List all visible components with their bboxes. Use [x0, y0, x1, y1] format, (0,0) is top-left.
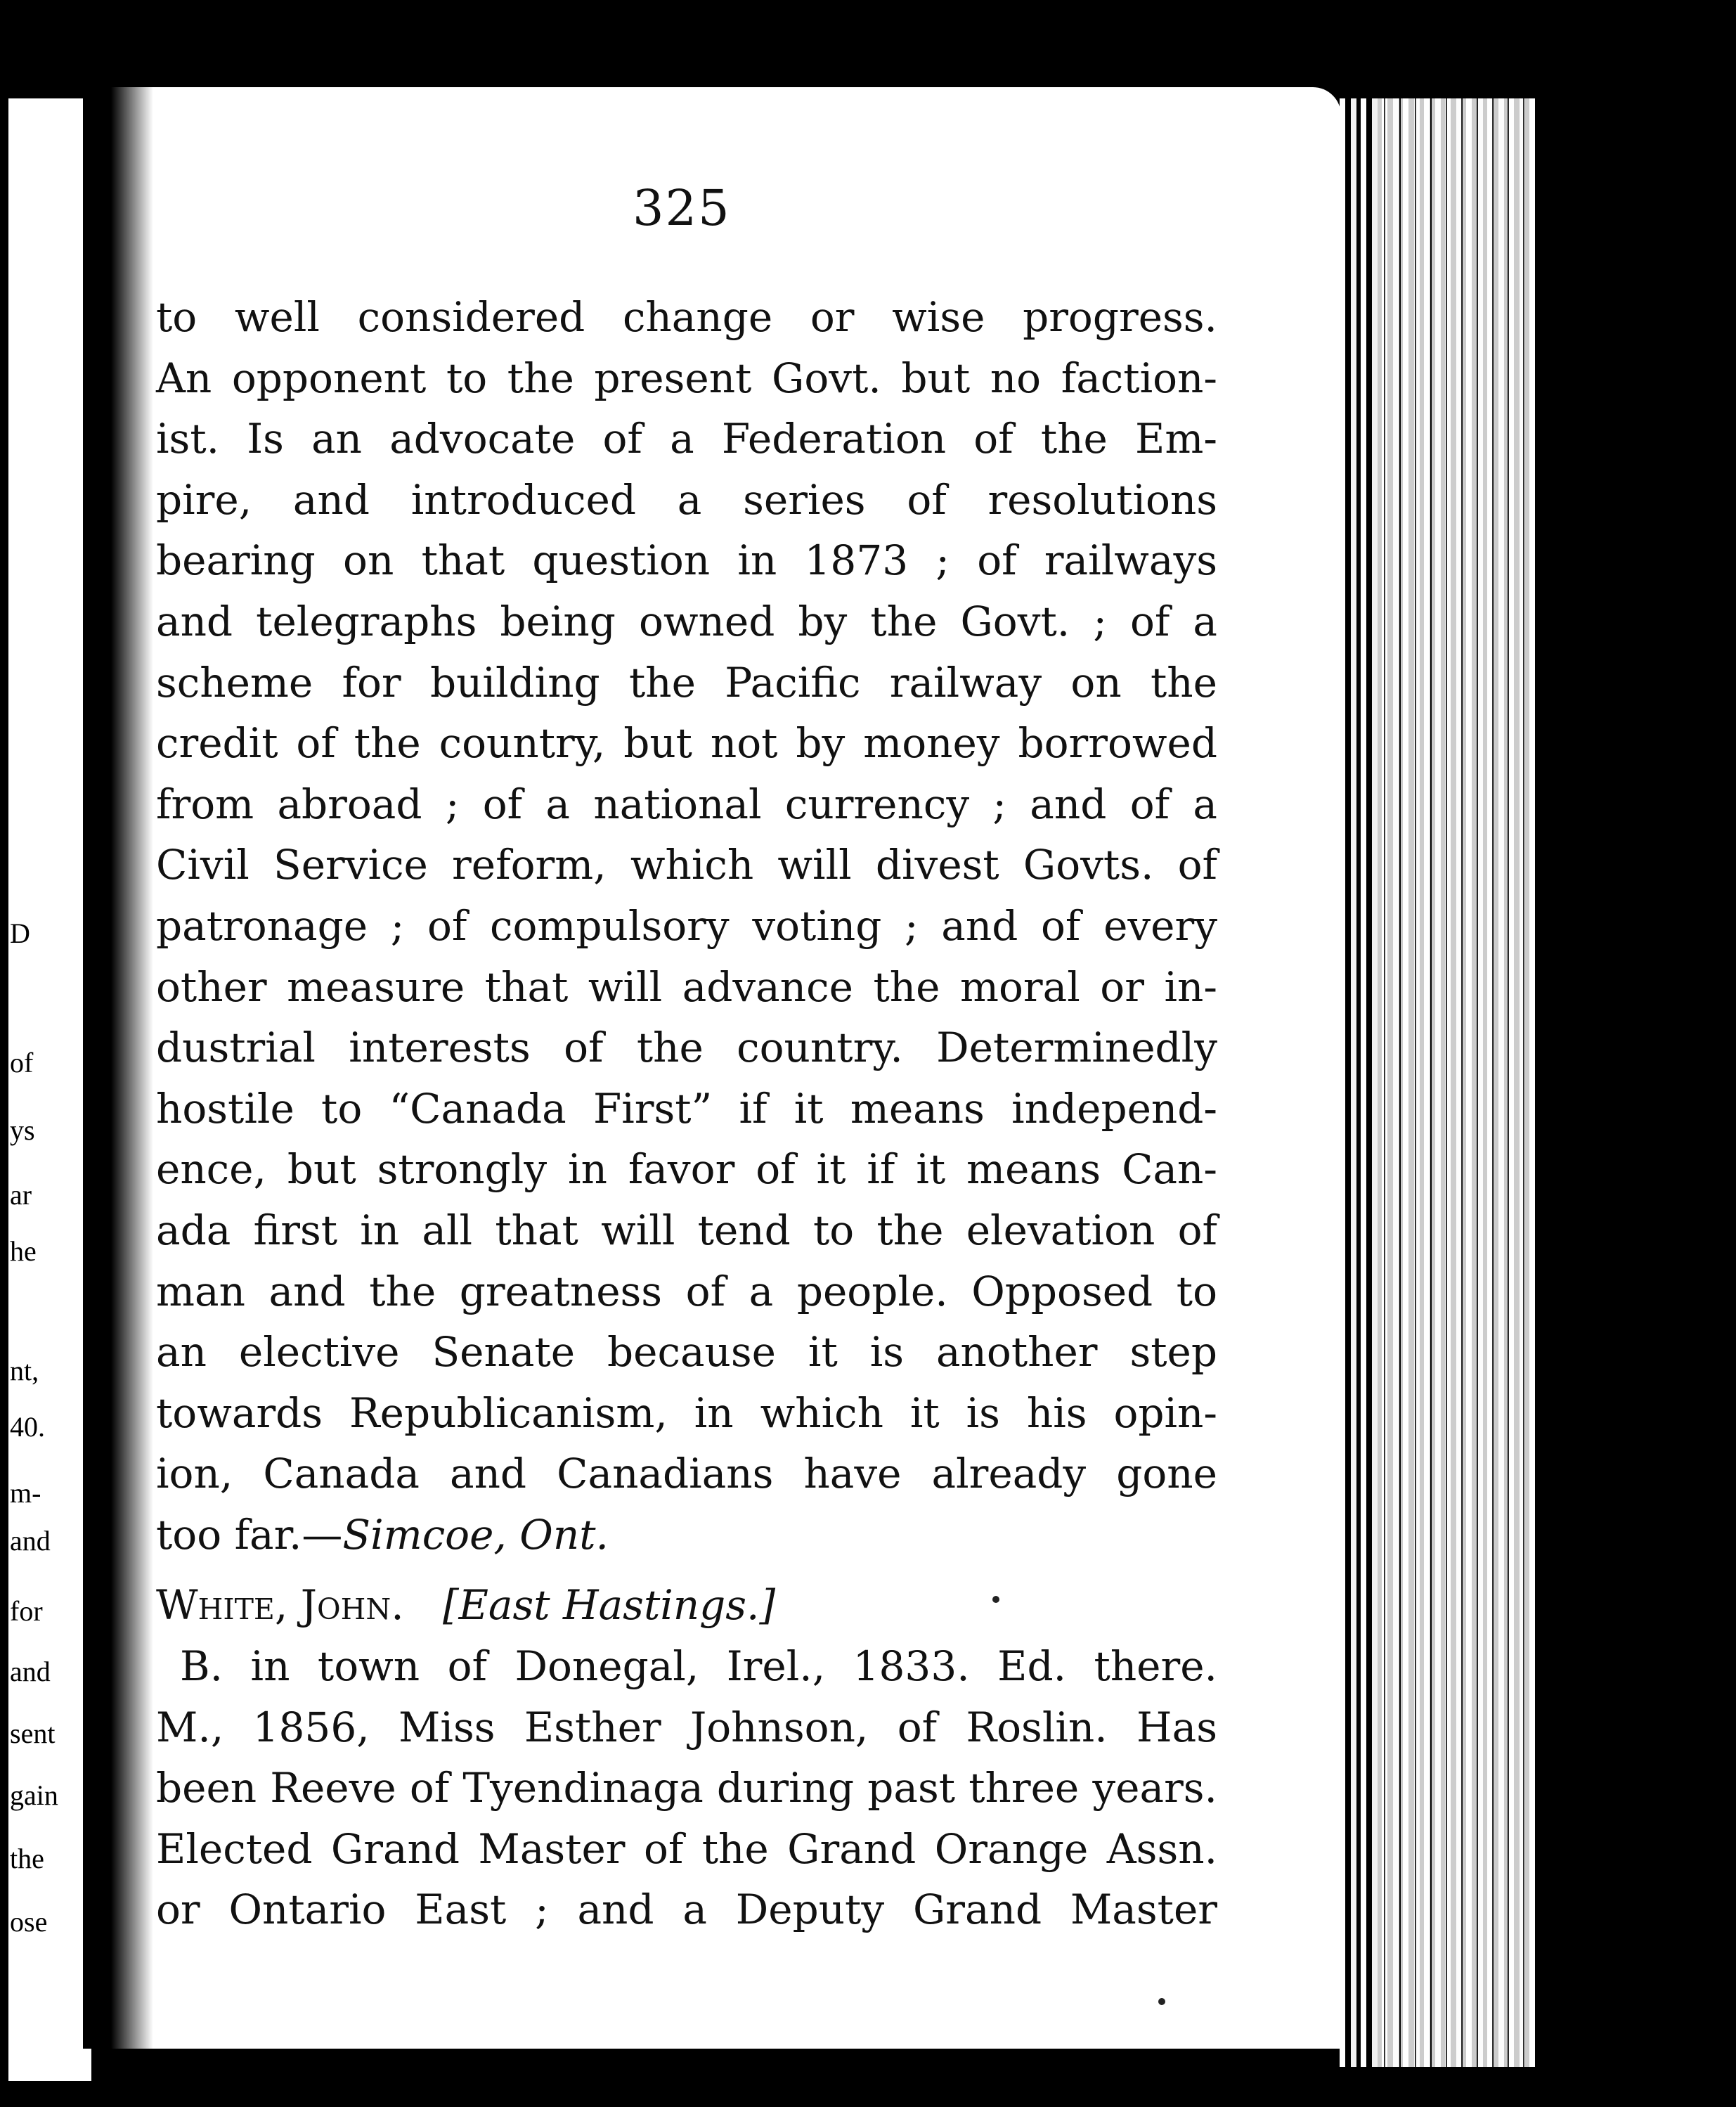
margin-fragment: D [10, 917, 30, 949]
entry-line: Elected Grand Master of the Grand Orange Assn. [156, 1824, 1217, 1873]
margin-fragment: of [10, 1047, 34, 1078]
text-line: pire, and introduced a series of resolutions [156, 475, 1217, 524]
text-line: credit of the country, but not by money borrowed [156, 719, 1217, 768]
closing-text: too far.— [156, 1510, 343, 1559]
text-line: hostile to “Canada First” if it means independ- [156, 1084, 1217, 1133]
entry-line: B. in town of Donegal, Irel., 1833. Ed. there. [180, 1642, 1217, 1691]
page-text [156, 287, 1217, 1940]
ink-speck [1158, 1998, 1165, 2005]
text-line: towards Republicanism, in which it is his opin- [156, 1388, 1217, 1437]
gutter-shadow [83, 87, 153, 2049]
margin-fragment: ys [10, 1114, 35, 1146]
entry-line: been Reeve of Tyendinaga during past three years. [156, 1764, 1217, 1812]
text-line: ada first in all that will tend to the elevation of [156, 1206, 1217, 1254]
margin-fragment: the [10, 1843, 44, 1874]
entry-name: White, John. [156, 1581, 404, 1630]
text-line: man and the greatness of a people. Opposed to [156, 1267, 1217, 1315]
entry-line: M., 1856, Miss Esther Johnson, of Roslin. Has [156, 1703, 1217, 1751]
text-line: ion, Canada and Canadians have already gone [156, 1450, 1217, 1498]
margin-fragment: ose [10, 1906, 48, 1938]
adjacent-page-strip [0, 98, 91, 2081]
margin-fragment: ar [10, 1179, 32, 1211]
margin-fragment: sent [10, 1718, 56, 1749]
text-line: An opponent to the present Govt. but no faction- [156, 354, 1217, 402]
margin-fragment: and [10, 1656, 51, 1687]
page-number: 325 [633, 179, 731, 237]
text-line: an elective Senate because it is another step [156, 1328, 1217, 1377]
entry-constituency: [East Hastings.] [442, 1581, 776, 1630]
text-line: Civil Service reform, which will divest Govts. of [156, 841, 1217, 889]
page-edges-texture [1378, 98, 1532, 2067]
text-line: ence, but strongly in favor of it if it means Can- [156, 1145, 1217, 1194]
margin-fragment: m- [10, 1477, 41, 1509]
margin-fragment: nt, [10, 1355, 39, 1386]
text-line: to well considered change or wise progress. [156, 293, 1217, 341]
margin-fragment: for [10, 1595, 43, 1627]
closing-line [156, 1504, 1217, 1566]
entry-line: or Ontario East ; and a Deputy Grand Master [156, 1886, 1217, 1934]
text-line: dustrial interests of the country. Determinedly [156, 1024, 1217, 1072]
text-line: other measure that will advance the moral or in- [156, 962, 1217, 1011]
text-line: patronage ; of compulsory voting ; and of every [156, 901, 1217, 950]
text-line: bearing on that question in 1873 ; of railways [156, 536, 1217, 585]
margin-fragment: gain [10, 1779, 58, 1811]
margin-fragment: and [10, 1525, 51, 1557]
text-line: and telegraphs being owned by the Govt. ; of a [156, 597, 1217, 645]
text-line: ist. Is an advocate of a Federation of the Em- [156, 415, 1217, 463]
binding-edge [0, 98, 8, 2081]
margin-fragment: 40. [10, 1411, 45, 1443]
text-line: scheme for building the Pacific railway on the [156, 658, 1217, 707]
text-line: from abroad ; of a national currency ; and of a [156, 780, 1217, 828]
ink-speck [992, 1596, 999, 1603]
entry-heading [156, 1575, 1217, 1636]
margin-fragment: he [10, 1235, 37, 1267]
closing-place: Simcoe, Ont. [342, 1510, 609, 1559]
